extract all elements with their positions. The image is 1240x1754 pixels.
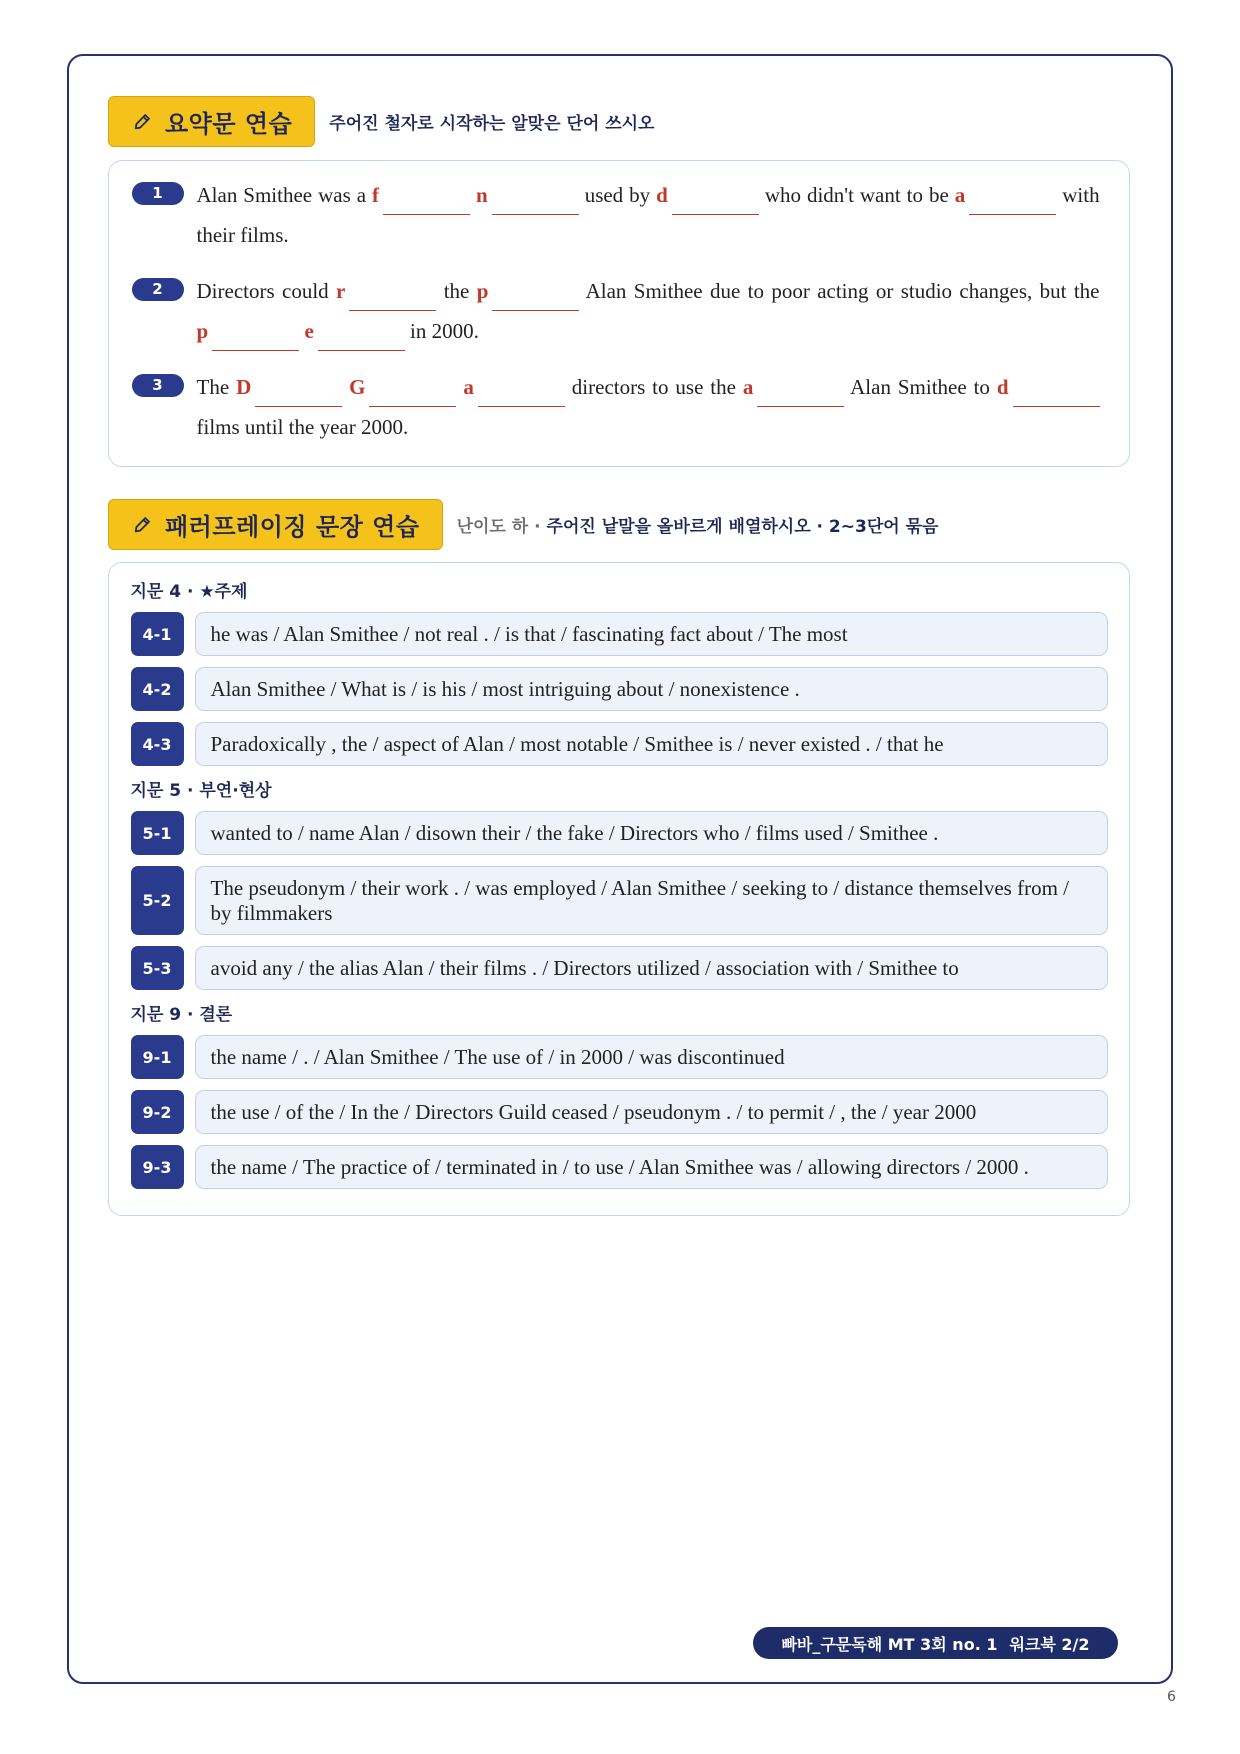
paraphrase-title: 패러프레이징 문장 연습	[165, 513, 420, 541]
paraphrase-row	[131, 722, 1108, 766]
sentence-text: films until the year 2000.	[196, 415, 409, 439]
sentence-line	[197, 407, 1100, 447]
footer-title: 빠바_구문독해 MT 3회 no. 1	[781, 1634, 998, 1654]
passage-label: 지문 5 · 부연·현상	[130, 781, 272, 801]
paraphrase-row	[131, 667, 1108, 711]
word-chunks-box: the name / The practice of / terminated in / to use / Alan Smithee was / allowing directors / 2000 .	[195, 1145, 1108, 1189]
row-number-badge: 4-1	[131, 612, 184, 656]
blank-initial-letter: p	[476, 279, 489, 303]
summary-item	[132, 175, 1130, 255]
word-chunks-box: the use / of the / In the / Directors Guild ceased / pseudonym . / to permit / , the / year 2000	[195, 1090, 1108, 1134]
summary-panel	[108, 160, 1130, 467]
paraphrase-section-header	[108, 499, 938, 550]
summary-sentence	[197, 175, 1100, 255]
answer-blank	[197, 311, 300, 351]
blank-underline	[757, 406, 844, 407]
sentence-text: Directors could	[196, 279, 329, 303]
paraphrase-title-box	[108, 499, 443, 550]
answer-blank	[349, 367, 456, 407]
answer-blank	[336, 271, 436, 311]
answer-blank	[997, 367, 1100, 407]
summary-sentence	[197, 271, 1100, 351]
row-number-badge: 9-2	[131, 1090, 184, 1134]
word-chunks-box: he was / Alan Smithee / not real . / is that / fascinating fact about / The most	[195, 612, 1108, 656]
blank-underline	[492, 310, 579, 311]
sentence-text: the	[443, 279, 470, 303]
word-chunks-box: The pseudonym / their work . / was employed / Alan Smithee / seeking to / distance themselves from / by filmmakers	[195, 866, 1108, 935]
row-number-badge: 9-1	[131, 1035, 184, 1079]
blank-initial-letter: d	[996, 375, 1009, 399]
blank-initial-letter: D	[236, 375, 252, 399]
blank-initial-letter: a	[954, 183, 966, 207]
answer-blank	[656, 175, 759, 215]
paraphrase-panel	[108, 562, 1130, 1216]
row-number-badge: 4-3	[131, 722, 184, 766]
answer-blank	[955, 175, 1057, 215]
answer-blank	[476, 175, 579, 215]
sentence-text: Alan Smithee was a	[196, 183, 367, 207]
passage-label: 지문 9 · 결론	[130, 1005, 233, 1025]
blank-initial-letter: a	[463, 375, 474, 399]
answer-blank	[463, 367, 565, 407]
difficulty-label: 난이도 하 ·	[456, 517, 541, 537]
paraphrase-instruction-line	[457, 512, 939, 537]
blank-underline	[478, 406, 565, 407]
footer-page-label: 워크북 2/2	[1009, 1634, 1090, 1654]
blank-underline	[369, 406, 456, 407]
passage-label: 지문 4 · ★주제	[130, 582, 248, 602]
blank-underline	[492, 214, 579, 215]
word-chunks-box: Paradoxically , the / aspect of Alan / most notable / Smithee is / never existed . / that he	[195, 722, 1108, 766]
summary-instruction: 주어진 철자로 시작하는 알맞은 단어 쓰시오	[329, 114, 655, 134]
sentence-text: used by	[584, 183, 651, 207]
sentence-text: Alan Smithee due to poor acting or studio changes, but the	[585, 279, 1100, 303]
blank-initial-letter: d	[656, 183, 668, 207]
sentence-text: in 2000.	[410, 319, 479, 343]
summary-section-header	[108, 96, 654, 147]
pencil-icon	[133, 112, 152, 131]
paraphrase-groups	[131, 578, 1108, 1189]
blank-initial-letter: G	[349, 375, 366, 399]
row-number-badge: 5-2	[131, 866, 184, 935]
sentence-text: Alan Smithee to	[850, 375, 990, 399]
paraphrase-row	[131, 811, 1108, 855]
page-number: 6	[1167, 1689, 1176, 1705]
summary-item	[132, 271, 1130, 351]
word-chunks-box: avoid any / the alias Alan / their films . / Directors utilized / association with / Smithee to	[195, 946, 1108, 990]
sentence-text: The	[196, 375, 230, 399]
blank-underline	[318, 350, 405, 351]
item-number-badge: 2	[132, 278, 184, 301]
paraphrase-row	[131, 1145, 1108, 1189]
row-number-badge: 9-3	[131, 1145, 184, 1189]
word-chunks-box: wanted to / name Alan / disown their / the fake / Directors who / films used / Smithee .	[195, 811, 1108, 855]
summary-sentence	[197, 367, 1100, 447]
blank-underline	[349, 310, 436, 311]
sentence-line	[197, 215, 1100, 255]
blank-initial-letter: r	[336, 279, 346, 303]
blank-initial-letter: f	[372, 183, 380, 207]
paraphrase-row	[131, 1035, 1108, 1079]
answer-blank	[236, 367, 342, 407]
footer-badge	[753, 1627, 1118, 1659]
blank-underline	[969, 214, 1056, 215]
blank-underline	[212, 350, 299, 351]
sentence-line	[197, 367, 1100, 407]
paraphrase-row	[131, 1090, 1108, 1134]
answer-blank	[743, 367, 845, 407]
summary-item	[132, 367, 1130, 447]
blank-underline	[672, 214, 759, 215]
summary-items	[132, 175, 1130, 447]
sentence-line	[197, 271, 1100, 311]
blank-initial-letter: a	[742, 375, 754, 399]
sentence-text: with	[1062, 183, 1100, 207]
paraphrase-row	[131, 612, 1108, 656]
blank-initial-letter: n	[476, 183, 488, 207]
paraphrase-instruction: 주어진 낱말을 올바르게 배열하시오 · 2~3단어 묶음	[546, 517, 939, 537]
sentence-line	[197, 175, 1100, 215]
blank-initial-letter: p	[196, 319, 209, 343]
item-number-badge: 1	[132, 182, 184, 205]
blank-underline	[383, 214, 470, 215]
answer-blank	[477, 271, 580, 311]
word-chunks-box: the name / . / Alan Smithee / The use of / in 2000 / was discontinued	[195, 1035, 1108, 1079]
answer-blank	[304, 311, 404, 351]
item-number-badge: 3	[132, 374, 184, 397]
blank-underline	[255, 406, 342, 407]
sentence-text: their films.	[196, 223, 289, 247]
sentence-text: who didn't want to be	[764, 183, 949, 207]
row-number-badge: 5-1	[131, 811, 184, 855]
blank-underline	[1013, 406, 1100, 407]
summary-title-box	[108, 96, 315, 147]
paraphrase-row	[131, 946, 1108, 990]
pencil-icon	[133, 515, 152, 534]
sentence-text: directors to use the	[571, 375, 736, 399]
sentence-line	[197, 311, 1100, 351]
answer-blank	[372, 175, 470, 215]
row-number-badge: 5-3	[131, 946, 184, 990]
blank-initial-letter: e	[304, 319, 314, 343]
row-number-badge: 4-2	[131, 667, 184, 711]
word-chunks-box: Alan Smithee / What is / is his / most intriguing about / nonexistence .	[195, 667, 1108, 711]
paraphrase-row	[131, 866, 1108, 935]
summary-title: 요약문 연습	[165, 110, 293, 138]
